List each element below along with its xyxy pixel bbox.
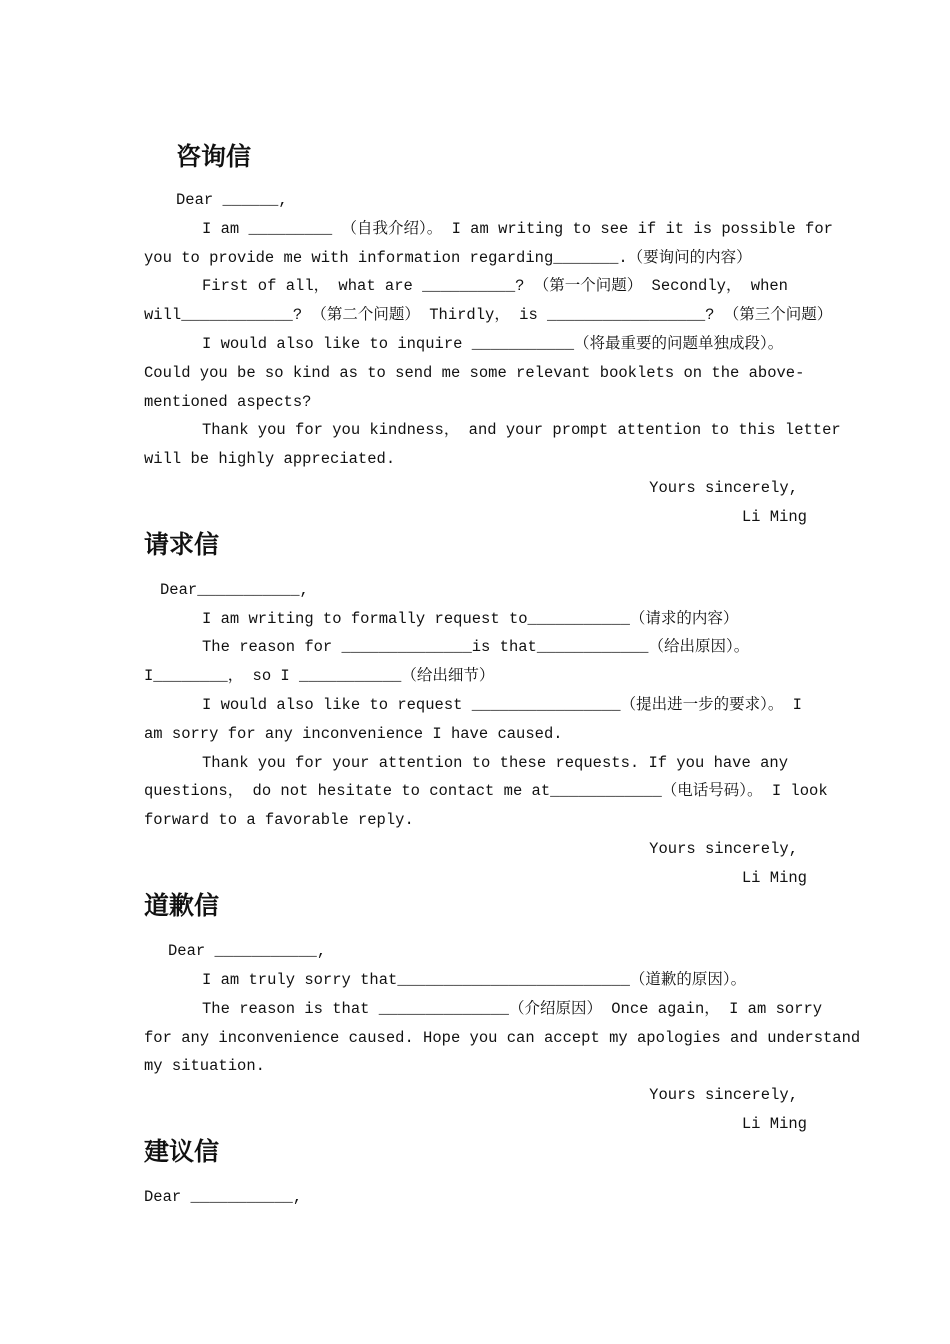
body-line: I am _________ （自我介绍）。 I am writing to see if it is possible for — [202, 220, 833, 238]
body-line: am sorry for any inconvenience I have caused. — [144, 725, 563, 743]
closing-line: Yours sincerely, — [649, 479, 798, 497]
body-line: my situation. — [144, 1057, 265, 1075]
signature-line: Li Ming — [741, 508, 807, 526]
signature-line: Li Ming — [741, 1115, 807, 1133]
body-line: forward to a favorable reply. — [144, 811, 414, 829]
body-line: I am truly sorry that_________________________（道歉的原因）。 — [202, 971, 747, 989]
signature-line: Li Ming — [741, 869, 807, 887]
closing-line: Yours sincerely, — [649, 840, 798, 858]
salutation-line: Dear ______, — [176, 191, 288, 209]
body-line: Could you be so kind as to send me some relevant booklets on the above- — [144, 364, 805, 382]
body-line: The reason is that ______________（介绍原因） Once again， I am sorry — [202, 1000, 823, 1018]
body-line: The reason for ______________is that____________（给出原因）。 — [202, 638, 750, 656]
body-line: I would also like to inquire ___________（将最重要的问题单独成段）。 — [202, 335, 784, 353]
body-line: you to provide me with information regarding_______.（要询问的内容） — [144, 249, 752, 267]
section-heading-apology: 道歉信 — [144, 891, 220, 920]
body-line: will____________? （第二个问题） Thirdly， is _________________? （第三个问题） — [144, 306, 833, 324]
body-line: First of all， what are __________? （第一个问题） Secondly， when — [202, 277, 788, 295]
closing-line: Yours sincerely, — [649, 1086, 798, 1104]
salutation-line: Dear ___________, — [144, 1188, 303, 1206]
body-line: for any inconvenience caused. Hope you can accept my apologies and understand — [144, 1029, 861, 1047]
body-line: I am writing to formally request to___________（请求的内容） — [202, 610, 739, 628]
body-line: questions， do not hesitate to contact me at____________（电话号码）。 I look — [144, 782, 828, 800]
body-line: mentioned aspects? — [144, 393, 312, 411]
section-heading-request: 请求信 — [144, 530, 220, 559]
salutation-line: Dear ___________, — [168, 942, 327, 960]
section-heading-inquiry: 咨询信 — [176, 142, 252, 171]
salutation-line: Dear___________, — [160, 581, 309, 599]
section-heading-suggestion: 建议信 — [144, 1137, 220, 1166]
body-line: I would also like to request ________________（提出进一步的要求）。 I — [202, 696, 802, 714]
body-line: Thank you for your attention to these requests. If you have any — [202, 754, 788, 772]
body-line: I________， so I ___________（给出细节） — [144, 667, 495, 685]
body-line: will be highly appreciated. — [144, 450, 396, 468]
body-line: Thank you for you kindness， and your prompt attention to this letter — [202, 421, 841, 439]
